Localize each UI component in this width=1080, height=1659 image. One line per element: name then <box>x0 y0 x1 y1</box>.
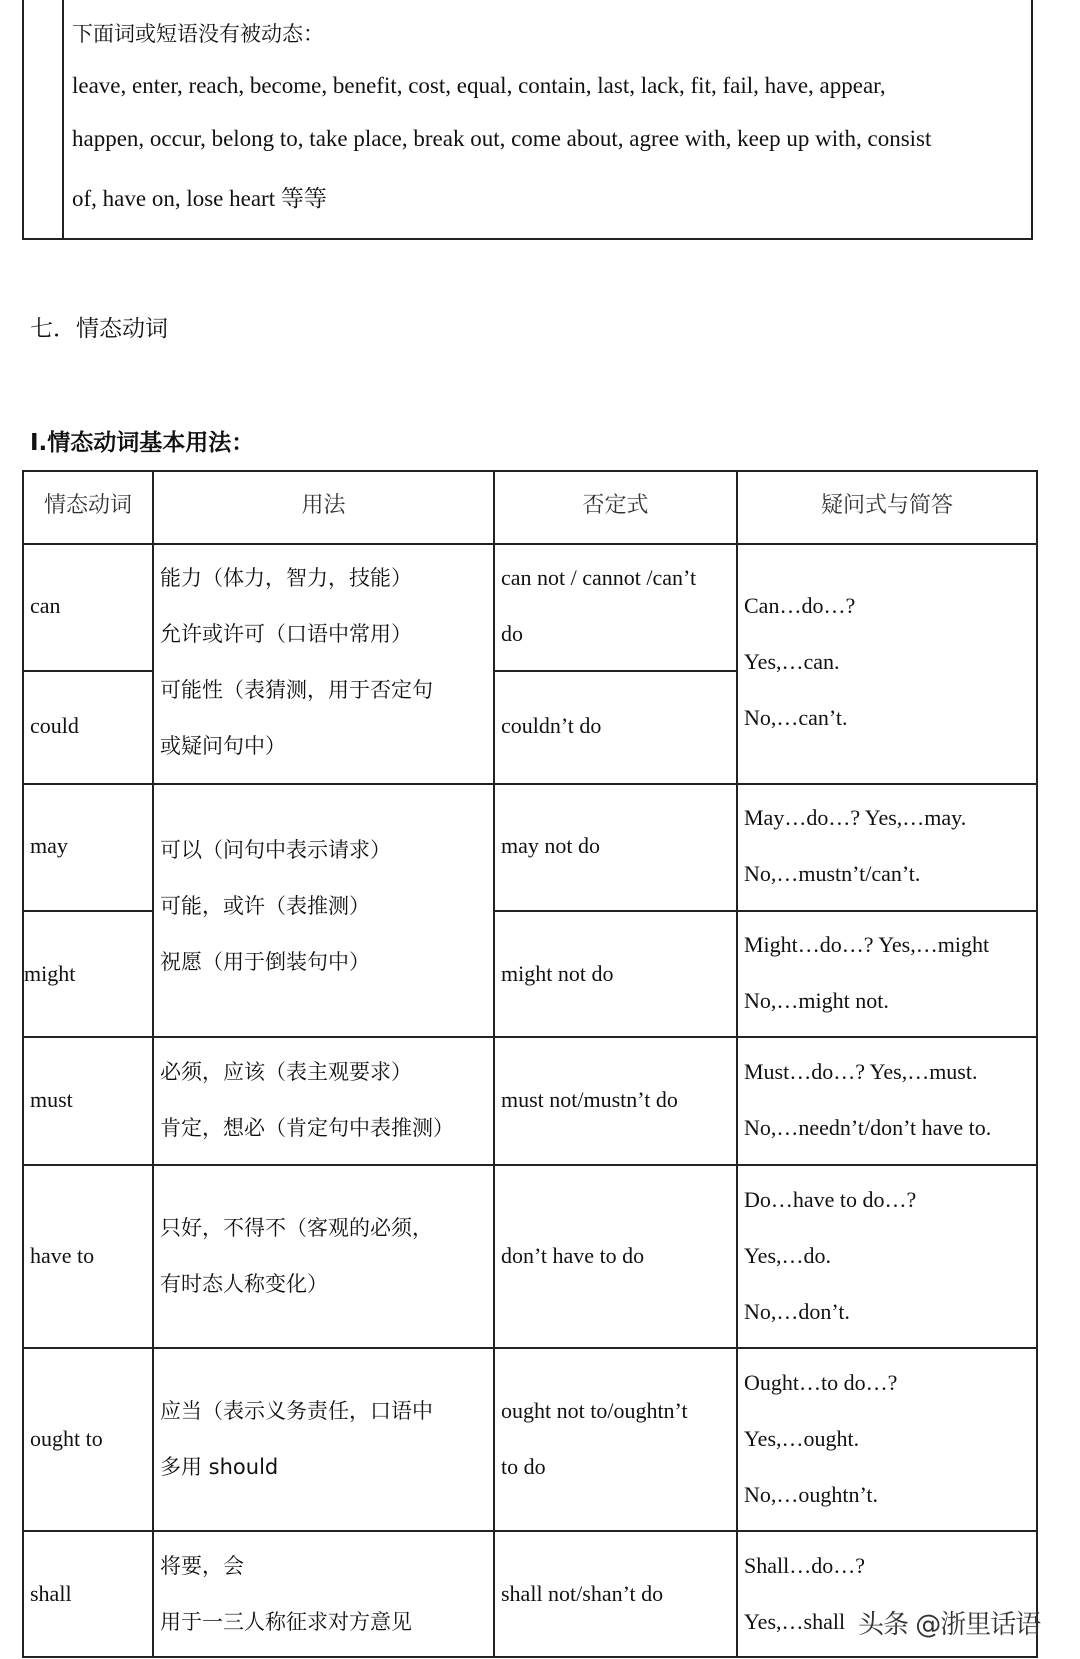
question-line: No,…needn’t/don’t have to. <box>744 1115 992 1140</box>
question-line: Can…do…? <box>744 593 856 618</box>
verb-cell: must <box>30 1087 73 1112</box>
verb-cell: ought to <box>30 1426 103 1451</box>
negative-line: might not do <box>501 961 614 986</box>
question-line: Ought…to do…? <box>744 1370 898 1395</box>
subsection-heading: I.情态动词基本用法： <box>30 430 255 456</box>
negative-line: may not do <box>501 833 600 858</box>
negative-line: shall not/shan’t do <box>501 1581 664 1606</box>
note-line: leave, enter, reach, become, benefit, cost, equal, contain, last, lack, fit, fail, have, appear, <box>72 73 886 98</box>
question-line: No,…can’t. <box>744 705 848 730</box>
note-line: of, have on, lose heart 等等 <box>72 186 327 211</box>
passive-exceptions-box <box>22 0 1033 240</box>
question-line: Do…have to do…? <box>744 1187 917 1212</box>
usage-line: 将要，会 <box>160 1554 244 1578</box>
question-line: Must…do…? Yes,…must. <box>744 1059 978 1084</box>
usage-line: 可能性（表猜测，用于否定句 <box>160 678 433 702</box>
question-line: Might…do…? Yes,…might <box>744 932 990 957</box>
box-divider <box>62 0 64 238</box>
negative-line: can not / cannot /can’t <box>501 565 697 590</box>
question-line: Yes,…shall <box>744 1609 846 1634</box>
question-line: No,…might not. <box>744 988 889 1013</box>
verb-cell: can <box>30 593 61 618</box>
usage-line: 允许或许可（口语中常用） <box>160 622 412 646</box>
usage-line: 应当（表示义务责任，口语中 <box>160 1399 433 1423</box>
question-line: No,…oughtn’t. <box>744 1482 879 1507</box>
note-line: happen, occur, belong to, take place, break out, come about, agree with, keep up with, consist <box>72 126 932 151</box>
question-line: Yes,…do. <box>744 1243 832 1268</box>
usage-line: 或疑问句中） <box>160 734 286 758</box>
header-usage: 用法 <box>301 493 346 518</box>
question-line: Shall…do…? <box>744 1553 865 1578</box>
question-line: May…do…? Yes,…may. <box>744 805 967 830</box>
question-line: No,…don’t. <box>744 1299 850 1324</box>
verb-cell: shall <box>30 1581 72 1606</box>
note-title: 下面词或短语没有被动态： <box>72 22 324 46</box>
question-line: Yes,…ought. <box>744 1426 860 1451</box>
usage-line: 能力（体力，智力，技能） <box>160 566 412 590</box>
usage-line: 祝愿（用于倒装句中） <box>160 950 370 974</box>
negative-line: couldn’t do <box>501 713 602 738</box>
watermark: 头条 @浙里话语 <box>858 1610 1041 1640</box>
negative-line: ought not to/oughtn’t <box>501 1398 688 1423</box>
negative-line: don’t have to do <box>501 1243 645 1268</box>
header-modal-verb: 情态动词 <box>43 493 132 518</box>
verb-cell: could <box>30 713 79 738</box>
verb-cell: have to <box>30 1243 95 1268</box>
negative-line: to do <box>501 1454 546 1479</box>
usage-line: 必须，应该（表主观要求） <box>160 1060 412 1084</box>
usage-line: 可以（问句中表示请求） <box>160 838 391 862</box>
usage-line: 可能，或许（表推测） <box>160 894 370 918</box>
negative-line: do <box>501 621 523 646</box>
usage-line: 只好，不得不（客观的必须， <box>160 1216 433 1240</box>
section-heading: 七．情态动词 <box>30 316 168 342</box>
question-line: Yes,…can. <box>744 649 840 674</box>
usage-line: 用于一三人称征求对方意见 <box>160 1610 412 1634</box>
usage-line: 多用 should <box>160 1455 279 1479</box>
negative-line: must not/mustn’t do <box>501 1087 678 1112</box>
question-line: No,…mustn’t/can’t. <box>744 861 921 886</box>
header-question: 疑问式与简答 <box>820 493 953 518</box>
usage-line: 有时态人称变化） <box>160 1272 328 1296</box>
verb-cell: may <box>30 833 68 858</box>
verb-cell: might <box>24 961 76 986</box>
usage-line: 肯定，想必（肯定句中表推测） <box>160 1116 454 1140</box>
header-negative: 否定式 <box>582 493 649 518</box>
